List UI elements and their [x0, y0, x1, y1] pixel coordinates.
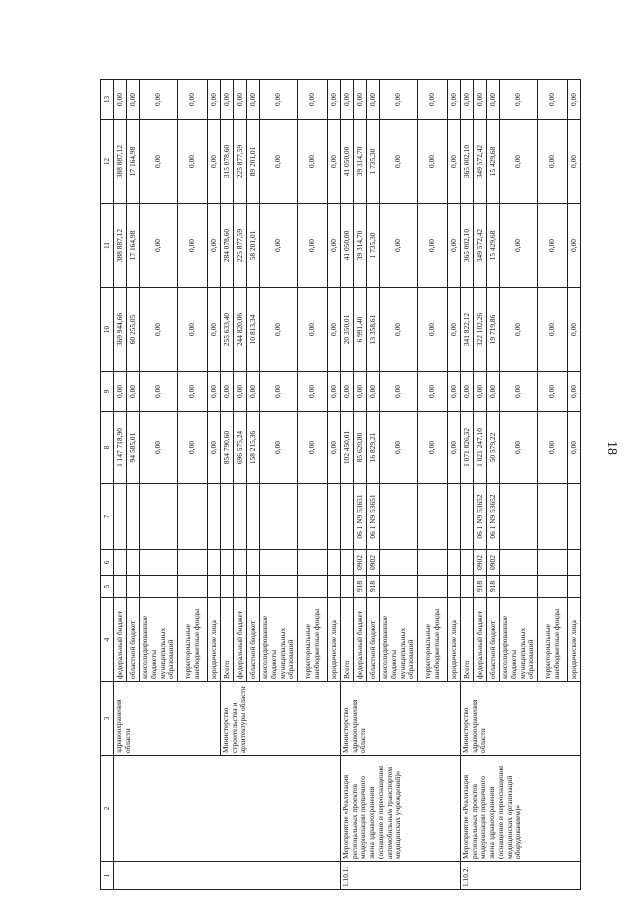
funding-source: территориальные внебюджетные фонды — [178, 598, 208, 682]
target-article — [328, 484, 341, 550]
amount-cell: 0,00 — [260, 120, 298, 204]
target-article — [538, 484, 568, 550]
amount-cell: 0,00 — [461, 80, 474, 120]
funding-source: консолидированные бюджеты муниципальных образований — [140, 598, 178, 682]
funding-source: областной бюджет — [127, 598, 140, 682]
amount-cell: 0,00 — [328, 372, 341, 412]
grbs-code — [178, 576, 208, 598]
amount-cell: 0,00 — [140, 80, 178, 120]
grbs-code — [538, 576, 568, 598]
executor: Министерство здравоохранения области — [461, 682, 581, 756]
amount-cell: 0,00 — [178, 372, 208, 412]
table-row — [341, 80, 354, 890]
amount-cell: 0,00 — [380, 204, 418, 288]
amount-cell: 39 314,70 — [354, 204, 367, 288]
column-number: 9 — [101, 372, 114, 412]
amount-cell: 102 450,01 — [341, 412, 354, 484]
amount-cell: 0,00 — [380, 412, 418, 484]
amount-cell: 0,00 — [260, 412, 298, 484]
amount-cell: 0,00 — [367, 80, 380, 120]
amount-cell: 696 575,24 — [234, 412, 247, 484]
amount-cell: 50 579,22 — [487, 412, 500, 484]
column-number: 5 — [101, 576, 114, 598]
amount-cell: 17 164,98 — [127, 204, 140, 288]
grbs-code — [500, 576, 538, 598]
section-code: 0902 — [487, 550, 500, 576]
amount-cell: 0,00 — [538, 412, 568, 484]
section-code — [247, 550, 260, 576]
executor: Министерство строительства и архитектуры области — [221, 682, 341, 756]
funding-source: консолидированные бюджеты муниципальных образований — [500, 598, 538, 682]
grbs-code: 918 — [354, 576, 367, 598]
table-frame — [100, 80, 578, 890]
amount-cell: 15 429,68 — [487, 204, 500, 288]
amount-cell: 0,00 — [298, 288, 328, 372]
amount-cell: 0,00 — [298, 372, 328, 412]
section-code — [461, 550, 474, 576]
item-number: 1.10.2. — [461, 862, 581, 890]
amount-cell: 15 429,68 — [487, 120, 500, 204]
target-article — [260, 484, 298, 550]
measure-name: Мероприятие «Реализация региональных проектов модернизации первичного звена здравоохранения (оснащение и переоснащение медицинских организаций оборудованием)» — [461, 756, 581, 862]
grbs-code: 918 — [487, 576, 500, 598]
funding-source: юридические лица — [448, 598, 461, 682]
column-number: 4 — [101, 598, 114, 682]
amount-cell: 0,00 — [448, 80, 461, 120]
amount-cell: 0,00 — [328, 412, 341, 484]
amount-cell: 0,00 — [538, 80, 568, 120]
amount-cell: 0,00 — [474, 80, 487, 120]
funding-source: Всего — [221, 598, 234, 682]
grbs-code — [208, 576, 221, 598]
target-article — [341, 484, 354, 550]
amount-cell: 94 585,01 — [127, 412, 140, 484]
funding-source: областной бюджет — [367, 598, 380, 682]
amount-cell: 0,00 — [260, 204, 298, 288]
amount-cell: 0,00 — [140, 120, 178, 204]
amount-cell: 225 877,59 — [234, 204, 247, 288]
section-code — [448, 550, 461, 576]
funding-source: Всего — [461, 598, 474, 682]
amount-cell: 0,00 — [538, 288, 568, 372]
amount-cell: 6 991,40 — [354, 288, 367, 372]
amount-cell: 0,00 — [500, 204, 538, 288]
amount-cell: 0,00 — [298, 120, 328, 204]
column-number: 7 — [101, 484, 114, 550]
grbs-code — [328, 576, 341, 598]
section-code — [418, 550, 448, 576]
amount-cell: 0,00 — [260, 80, 298, 120]
column-number: 10 — [101, 288, 114, 372]
amount-cell: 0,00 — [140, 288, 178, 372]
section-code: 0902 — [367, 550, 380, 576]
amount-cell: 365 002,10 — [461, 120, 474, 204]
amount-cell: 0,00 — [178, 412, 208, 484]
section-code — [538, 550, 568, 576]
amount-cell: 0,00 — [127, 372, 140, 412]
amount-cell: 0,00 — [568, 80, 581, 120]
amount-cell: 0,00 — [448, 372, 461, 412]
target-article — [448, 484, 461, 550]
funding-source: Всего — [341, 598, 354, 682]
amount-cell: 10 813,34 — [247, 288, 260, 372]
section-code — [500, 550, 538, 576]
amount-cell: 17 164,98 — [127, 120, 140, 204]
amount-cell: 0,00 — [234, 80, 247, 120]
executor: здравоохранения области — [114, 682, 221, 756]
amount-cell: 0,00 — [178, 120, 208, 204]
amount-cell: 0,00 — [114, 80, 127, 120]
section-code: 0902 — [354, 550, 367, 576]
amount-cell: 0,00 — [298, 204, 328, 288]
amount-cell: 0,00 — [127, 80, 140, 120]
funding-source: федеральный бюджет — [114, 598, 127, 682]
amount-cell: 365 002,10 — [461, 204, 474, 288]
amount-cell: 0,00 — [487, 80, 500, 120]
funding-source: федеральный бюджет — [234, 598, 247, 682]
amount-cell: 0,00 — [208, 372, 221, 412]
section-code: 0902 — [474, 550, 487, 576]
table-row — [114, 80, 127, 890]
section-code — [178, 550, 208, 576]
amount-cell: 0,00 — [178, 80, 208, 120]
amount-cell: 89 201,01 — [247, 120, 260, 204]
amount-cell: 1 021 247,10 — [474, 412, 487, 484]
funding-source: юридические лица — [208, 598, 221, 682]
funding-source: территориальные внебюджетные фонды — [298, 598, 328, 682]
amount-cell: 0,00 — [380, 288, 418, 372]
amount-cell: 388 887,12 — [114, 120, 127, 204]
amount-cell: 0,00 — [418, 204, 448, 288]
column-number: 12 — [101, 120, 114, 204]
grbs-code — [114, 576, 127, 598]
amount-cell: 0,00 — [247, 80, 260, 120]
item-number: 1.10.1. — [341, 862, 461, 890]
amount-cell: 0,00 — [448, 288, 461, 372]
amount-cell: 41 050,00 — [341, 204, 354, 288]
target-article — [140, 484, 178, 550]
table-body — [101, 80, 581, 890]
amount-cell: 41 050,00 — [341, 120, 354, 204]
amount-cell: 0,00 — [380, 372, 418, 412]
section-code — [568, 550, 581, 576]
grbs-code — [298, 576, 328, 598]
column-number: 13 — [101, 80, 114, 120]
column-number: 11 — [101, 204, 114, 288]
funding-source: консолидированные бюджеты муниципальных образований — [380, 598, 418, 682]
grbs-code — [341, 576, 354, 598]
amount-cell: 0,00 — [354, 372, 367, 412]
amount-cell: 1 071 826,32 — [461, 412, 474, 484]
amount-cell: 16 829,21 — [367, 412, 380, 484]
target-article — [234, 484, 247, 550]
amount-cell: 0,00 — [354, 80, 367, 120]
amount-cell: 0,00 — [140, 204, 178, 288]
budget-table — [100, 79, 581, 890]
amount-cell: 20 350,01 — [341, 288, 354, 372]
amount-cell: 0,00 — [418, 80, 448, 120]
amount-cell: 0,00 — [178, 288, 208, 372]
amount-cell: 0,00 — [500, 412, 538, 484]
amount-cell: 0,00 — [500, 372, 538, 412]
amount-cell: 349 572,42 — [474, 120, 487, 204]
target-article — [208, 484, 221, 550]
amount-cell: 0,00 — [178, 204, 208, 288]
grbs-code — [247, 576, 260, 598]
section-code — [127, 550, 140, 576]
amount-cell: 0,00 — [474, 372, 487, 412]
section-code — [140, 550, 178, 576]
measure-name — [114, 756, 341, 862]
funding-source: консолидированные бюджеты муниципальных образований — [260, 598, 298, 682]
amount-cell: 0,00 — [568, 204, 581, 288]
funding-source: юридические лица — [328, 598, 341, 682]
executor: Министерство здравоохранения области — [341, 682, 461, 756]
amount-cell: 322 102,26 — [474, 288, 487, 372]
amount-cell: 0,00 — [341, 372, 354, 412]
column-number: 3 — [101, 682, 114, 756]
section-code — [380, 550, 418, 576]
amount-cell: 0,00 — [568, 120, 581, 204]
amount-cell: 0,00 — [208, 80, 221, 120]
target-article — [178, 484, 208, 550]
funding-source: областной бюджет — [487, 598, 500, 682]
amount-cell: 0,00 — [140, 372, 178, 412]
amount-cell: 0,00 — [234, 372, 247, 412]
target-article — [461, 484, 474, 550]
amount-cell: 0,00 — [328, 204, 341, 288]
amount-cell: 0,00 — [208, 288, 221, 372]
grbs-code: 918 — [367, 576, 380, 598]
amount-cell: 1 735,30 — [367, 204, 380, 288]
amount-cell: 1 735,30 — [367, 120, 380, 204]
column-number: 8 — [101, 412, 114, 484]
amount-cell: 0,00 — [221, 372, 234, 412]
amount-cell: 388 887,12 — [114, 204, 127, 288]
target-article: 06 1 N9 53652 — [487, 484, 500, 550]
amount-cell: 0,00 — [538, 204, 568, 288]
amount-cell: 0,00 — [114, 372, 127, 412]
amount-cell: 0,00 — [341, 80, 354, 120]
amount-cell: 0,00 — [367, 372, 380, 412]
amount-cell: 158 215,36 — [247, 412, 260, 484]
target-article — [298, 484, 328, 550]
target-article — [221, 484, 234, 550]
amount-cell: 0,00 — [260, 372, 298, 412]
grbs-code — [418, 576, 448, 598]
amount-cell: 0,00 — [380, 80, 418, 120]
amount-cell: 0,00 — [568, 372, 581, 412]
funding-source: федеральный бюджет — [354, 598, 367, 682]
section-code — [234, 550, 247, 576]
item-number — [114, 862, 341, 890]
amount-cell: 0,00 — [298, 412, 328, 484]
amount-cell: 315 078,60 — [221, 120, 234, 204]
target-article: 06 1 N9 53651 — [354, 484, 367, 550]
column-number: 2 — [101, 756, 114, 862]
grbs-code — [461, 576, 474, 598]
amount-cell: 0,00 — [208, 204, 221, 288]
amount-cell: 0,00 — [328, 288, 341, 372]
amount-cell: 0,00 — [568, 412, 581, 484]
amount-cell: 13 358,61 — [367, 288, 380, 372]
grbs-code — [234, 576, 247, 598]
amount-cell: 0,00 — [568, 288, 581, 372]
section-code — [298, 550, 328, 576]
amount-cell: 0,00 — [208, 412, 221, 484]
amount-cell: 0,00 — [448, 120, 461, 204]
amount-cell: 244 820,06 — [234, 288, 247, 372]
amount-cell: 0,00 — [260, 288, 298, 372]
section-code — [328, 550, 341, 576]
page-number: 18 — [604, 441, 619, 455]
grbs-code: 918 — [474, 576, 487, 598]
section-code — [260, 550, 298, 576]
grbs-code — [380, 576, 418, 598]
section-code — [114, 550, 127, 576]
amount-cell: 0,00 — [538, 372, 568, 412]
amount-cell: 85 620,80 — [354, 412, 367, 484]
amount-cell: 349 572,42 — [474, 204, 487, 288]
funding-source: территориальные внебюджетные фонды — [418, 598, 448, 682]
amount-cell: 0,00 — [538, 120, 568, 204]
column-number: 6 — [101, 550, 114, 576]
target-article — [380, 484, 418, 550]
grbs-code — [260, 576, 298, 598]
amount-cell: 0,00 — [500, 80, 538, 120]
target-article — [568, 484, 581, 550]
amount-cell: 58 201,01 — [247, 204, 260, 288]
amount-cell: 854 790,60 — [221, 412, 234, 484]
amount-cell: 0,00 — [461, 372, 474, 412]
column-number: 1 — [101, 862, 114, 890]
funding-source: федеральный бюджет — [474, 598, 487, 682]
amount-cell: 0,00 — [418, 412, 448, 484]
grbs-code — [221, 576, 234, 598]
amount-cell: 39 314,70 — [354, 120, 367, 204]
measure-name: Мероприятие «Реализация региональных проектов модернизации первичного звена здравоохранения (оснащение и переоснащение автомобильным транспортом медицинских учреждений)» — [341, 756, 461, 862]
amount-cell: 19 719,86 — [487, 288, 500, 372]
target-article — [127, 484, 140, 550]
amount-cell: 369 944,66 — [114, 288, 127, 372]
grbs-code — [127, 576, 140, 598]
amount-cell: 341 822,12 — [461, 288, 474, 372]
amount-cell: 0,00 — [328, 120, 341, 204]
amount-cell: 255 633,40 — [221, 288, 234, 372]
amount-cell: 0,00 — [500, 288, 538, 372]
column-number-row — [101, 80, 114, 890]
amount-cell: 0,00 — [500, 120, 538, 204]
amount-cell: 0,00 — [418, 288, 448, 372]
target-article: 06 1 N9 53651 — [367, 484, 380, 550]
amount-cell: 0,00 — [208, 120, 221, 204]
amount-cell: 284 078,60 — [221, 204, 234, 288]
target-article — [114, 484, 127, 550]
amount-cell: 0,00 — [380, 120, 418, 204]
section-code — [208, 550, 221, 576]
grbs-code — [140, 576, 178, 598]
amount-cell: 0,00 — [487, 372, 500, 412]
section-code — [221, 550, 234, 576]
table-row — [461, 80, 474, 890]
amount-cell: 0,00 — [140, 412, 178, 484]
target-article: 06 1 N9 53652 — [474, 484, 487, 550]
section-code — [341, 550, 354, 576]
grbs-code — [448, 576, 461, 598]
grbs-code — [568, 576, 581, 598]
amount-cell: 0,00 — [448, 204, 461, 288]
target-article — [418, 484, 448, 550]
target-article — [500, 484, 538, 550]
target-article — [247, 484, 260, 550]
amount-cell: 0,00 — [298, 80, 328, 120]
amount-cell: 0,00 — [247, 372, 260, 412]
amount-cell: 225 877,59 — [234, 120, 247, 204]
funding-source: территориальные внебюджетные фонды — [538, 598, 568, 682]
amount-cell: 0,00 — [418, 372, 448, 412]
amount-cell: 60 255,05 — [127, 288, 140, 372]
amount-cell: 0,00 — [221, 80, 234, 120]
amount-cell: 0,00 — [448, 412, 461, 484]
amount-cell: 1 147 718,90 — [114, 412, 127, 484]
amount-cell: 0,00 — [418, 120, 448, 204]
funding-source: областной бюджет — [247, 598, 260, 682]
amount-cell: 0,00 — [328, 80, 341, 120]
funding-source: юридические лица — [568, 598, 581, 682]
